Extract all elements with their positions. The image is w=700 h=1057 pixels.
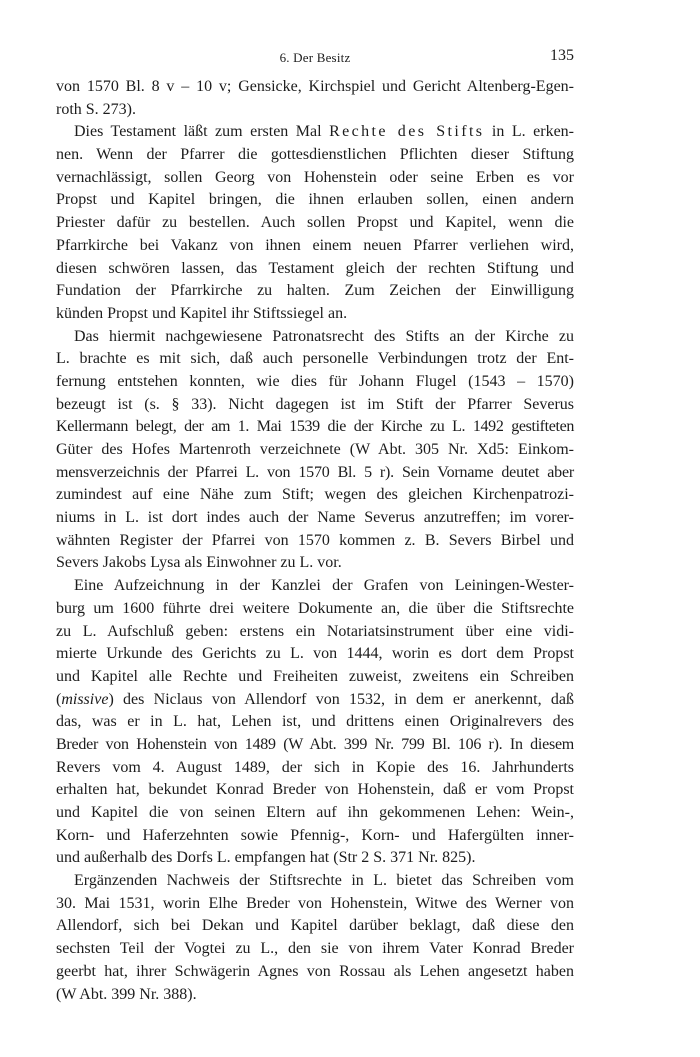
text-line: künden Propst und Kapitel ihr Stiftssiegel an.	[56, 304, 348, 322]
text-line: Propst und Kapitel bringen, die ihnen erlauben sollen, einen andern	[56, 191, 574, 209]
emphasized-phrase: Rechte des Stifts	[329, 123, 485, 141]
text-line: Breder von Hohenstein von 1489 (W Abt. 399 Nr. 799 Bl. 106 r). In diesem	[56, 735, 574, 753]
text-line: erhalten hat, bekundet Konrad Breder von Hohenstein, daß er vom Propst	[56, 781, 574, 799]
text-line: sechsten Teil der Vogtei zu L., den sie von ihrem Vater Konrad Breder	[56, 940, 574, 958]
text-line: Das hiermit nachgewiesene Patronatsrecht des Stifts an der Kirche zu	[74, 327, 574, 345]
text-line: Priester dafür zu bestellen. Auch sollen Propst und Kapitel, wenn die	[56, 214, 574, 232]
text-line: burg um 1600 führte drei weitere Dokumente an, die über die Stiftsrechte	[56, 599, 574, 617]
text-line: von 1570 Bl. 8 v – 10 v; Gensicke, Kirchspiel und Gericht Altenberg-Egen-	[56, 78, 574, 95]
text-line: Güter des Hofes Martenroth verzeichnete (W Abt. 305 Nr. Xd5: Einkom-	[56, 441, 574, 458]
text-line: Eine Aufzeichnung in der Kanzlei der Grafen von Leiningen-Wester-	[74, 577, 574, 595]
running-title: 6. Der Besitz	[279, 50, 351, 65]
text-line: Revers vom 4. August 1489, der sich in Kopie des 16. Jahrhunderts	[56, 758, 574, 776]
text-line: zumindest auf eine Nähe zum Stift; wegen des gleichen Kirchenpatrozi-	[56, 486, 574, 504]
text-line: und Kapitel alle Rechte und Freiheiten zuweist, zweitens ein Schreiben	[56, 667, 574, 685]
text-line: und außerhalb des Dorfs L. empfangen hat (Str 2 S. 371 Nr. 825).	[56, 849, 476, 867]
text-line: bezeugt ist (s. § 33). Nicht dagegen ist im Stift der Pfarrer Severus	[56, 395, 574, 413]
italic-term: missive	[61, 690, 109, 708]
text-line: nen. Wenn der Pfarrer die gottesdienstlichen Pflichten dieser Stiftung	[56, 146, 574, 164]
text-segment: Dies Testament läßt zum ersten Mal	[74, 123, 322, 141]
text-line: mierte Urkunde des Gerichts zu L. von 1444, worin es dort dem Propst	[56, 645, 574, 663]
text-line: mensverzeichnis der Pfarrei L. von 1570 Bl. 5 r). Sein Vorname deutet aber	[56, 463, 574, 481]
text-line: zu L. Aufschluß geben: erstens ein Notariatsinstrument über eine vidi-	[56, 622, 574, 640]
page-number: 135	[550, 47, 574, 64]
text-line: fernung entstehen konnten, wie dies für Johann Flugel (1543 – 1570)	[56, 372, 574, 390]
text-line: wähnten Register der Pfarrei von 1570 kommen z. B. Severs Birbel und	[56, 531, 574, 549]
text-line: Korn- und Haferzehnten sowie Pfennig-, Korn- und Hafergülten inner-	[56, 826, 574, 844]
text-line: (W Abt. 399 Nr. 388).	[56, 985, 197, 1003]
text-line: roth S. 273).	[56, 100, 136, 118]
text-line: geerbt hat, ihrer Schwägerin Agnes von Rossau als Lehen angesetzt haben	[56, 962, 574, 980]
text-line: L. brachte es mit sich, daß auch personelle Verbindungen trotz der Ent-	[56, 350, 574, 368]
text-line: Allendorf, sich bei Dekan und Kapitel darüber beklagt, daß diese den	[56, 917, 574, 935]
text-line: das, was er in L. hat, Lehen ist, und drittens einen Originalrevers des	[56, 713, 574, 731]
text-segment: ) des Niclaus von Allendorf von 1532, in dem er anerkennt, daß	[108, 690, 574, 708]
text-line: Fundation der Pfarrkirche zu halten. Zum Zeichen der Einwilligung	[56, 282, 574, 300]
text-line: Kellermann belegt, der am 1. Mai 1539 die der Kirche zu L. 1492 gestifteten	[56, 418, 574, 436]
text-line: niums in L. ist dort indes auch der Name Severus anzutreffen; im vorer-	[56, 509, 574, 527]
text-segment: (	[56, 690, 62, 708]
text-line: 30. Mai 1531, worin Elhe Breder von Hohenstein, Witwe des Werner von	[56, 894, 574, 912]
text-line: und Kapitel die von seinen Eltern auf ihn gekommenen Lehen: Wein-,	[56, 804, 574, 821]
text-line	[56, 689, 574, 712]
text-line: Severs Jakobs Lysa als Einwohner zu L. vor.	[56, 554, 342, 572]
text-segment: in L. erken-	[491, 123, 574, 141]
text-line: Ergänzenden Nachweis der Stiftsrechte in L. bietet das Schreiben vom	[74, 872, 574, 890]
page-header	[56, 47, 574, 71]
text-line	[56, 121, 574, 144]
text-line: diesen schwören lassen, das Testament gleich der rechten Stiftung und	[56, 259, 574, 277]
body-text	[56, 76, 574, 1006]
text-line: vernachlässigt, sollen Georg von Hohenstein oder seine Erben es vor	[56, 168, 574, 186]
text-line: Pfarrkirche bei Vakanz von ihnen einem neuen Pfarrer verliehen wird,	[56, 236, 574, 254]
